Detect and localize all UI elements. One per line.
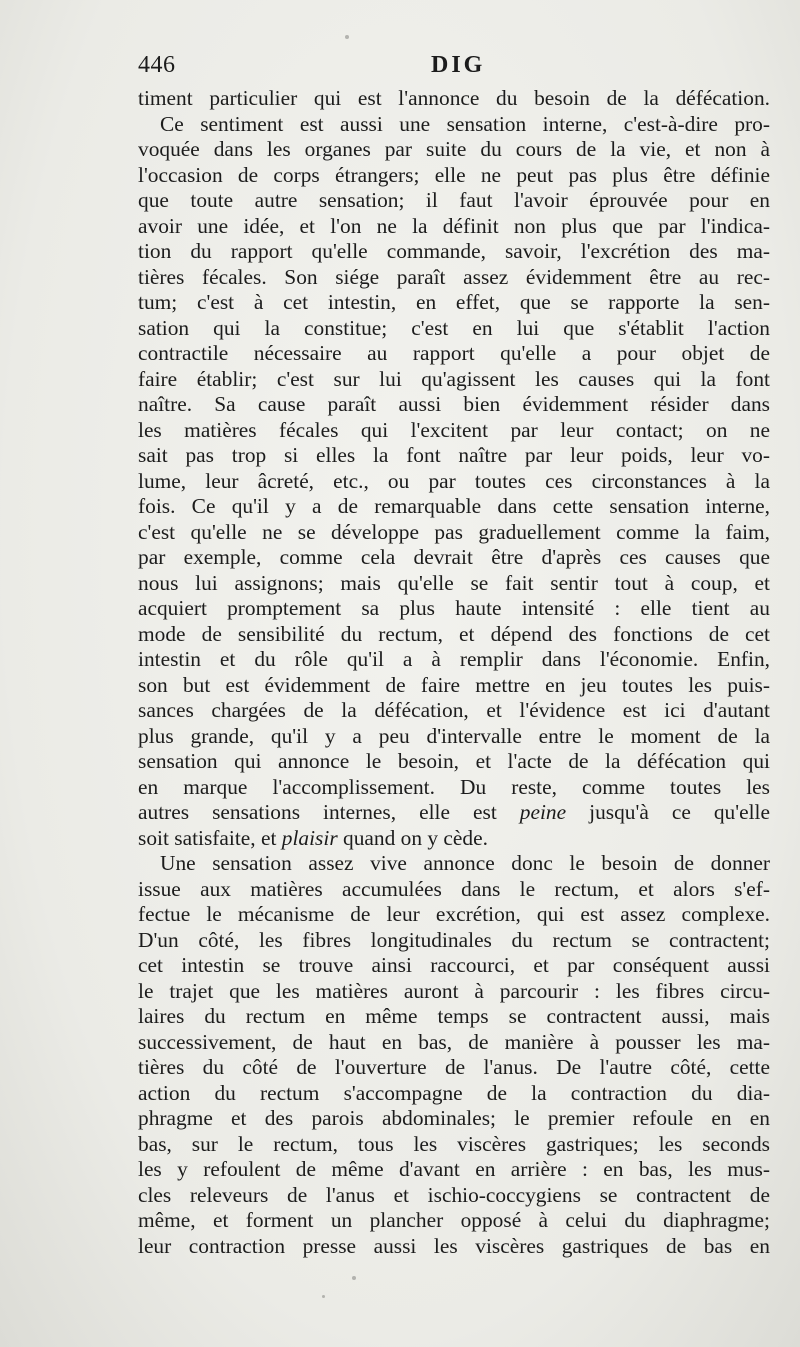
text-line: même, et forment un plancher opposé à celui du diaphragme; bbox=[138, 1208, 770, 1232]
text-line: les matières fécales qui l'excitent par leur contact; on ne bbox=[138, 417, 770, 442]
text-segment: autres sensations internes, elle est bbox=[138, 800, 497, 824]
text-line: phragme et des parois abdominales; le premier refoule en en bbox=[138, 1106, 770, 1130]
text-line: faire établir; c'est sur lui qu'agissent les causes qui la font bbox=[138, 366, 770, 391]
text-segment: jusqu'à ce qu'elle bbox=[589, 800, 770, 824]
text-line: voquée dans les organes par suite du cours de la vie, et non à bbox=[138, 137, 770, 161]
italic-word-peine: peine bbox=[519, 800, 567, 824]
text-line: tion du rapport qu'elle commande, savoir, l'excrétion des ma- bbox=[138, 239, 770, 263]
text-line: avoir une idée, et l'on ne la définit non plus que par l'indica- bbox=[138, 213, 770, 238]
paragraph-start-line: Une sensation assez vive annonce donc le besoin de donner bbox=[160, 851, 770, 875]
text-line: cet intestin se trouve ainsi raccourci, et par conséquent aussi bbox=[138, 953, 770, 977]
text-line: nous lui assignons; mais qu'elle se fait sentir tout à coup, et bbox=[138, 570, 770, 595]
text-line: fectue le mécanisme de leur excrétion, qui est assez complexe. bbox=[138, 902, 770, 926]
text-line: Ce sentiment est aussi une sensation interne, c'est-à-dire pro- bbox=[160, 111, 770, 136]
text-line: par exemple, comme cela devrait être d'après ces causes que bbox=[138, 545, 770, 569]
text-line bbox=[138, 800, 770, 826]
text-segment: quand on y cède. bbox=[343, 825, 488, 850]
text-line: c'est qu'elle ne se développe pas graduellement comme la faim, bbox=[138, 519, 770, 544]
paper-speck bbox=[322, 1295, 325, 1298]
text-line: bas, sur le rectum, tous les viscères gastriques; les seconds bbox=[138, 1131, 770, 1156]
book-page bbox=[138, 52, 770, 1259]
text-line: tum; c'est à cet intestin, en effet, que se rapporte la sen- bbox=[138, 290, 770, 314]
text-line: sait pas trop si elles la font naître par leur poids, leur vo- bbox=[138, 443, 770, 467]
paper-speck bbox=[345, 35, 349, 39]
text-line: tières du côté de l'ouverture de l'anus. De l'autre côté, cette bbox=[138, 1055, 770, 1079]
text-line: l'occasion de corps étrangers; elle ne peut pas plus être définie bbox=[138, 162, 770, 187]
text-line: laires du rectum en même temps se contractent aussi, mais bbox=[138, 1004, 770, 1028]
text-line: acquiert promptement sa plus haute intensité : elle tient au bbox=[138, 596, 770, 620]
paper-speck bbox=[352, 1276, 356, 1280]
text-line: sation qui la constitue; c'est en lui que s'établit l'action bbox=[138, 315, 770, 340]
text-line: sances chargées de la défécation, et l'évidence est ici d'autant bbox=[138, 698, 770, 722]
body-text bbox=[138, 86, 770, 1259]
text-line: intestin et du rôle qu'il a à remplir dans l'économie. Enfin, bbox=[138, 647, 770, 671]
text-line: timent particulier qui est l'annonce du besoin de la défécation. bbox=[138, 86, 770, 110]
text-line: le trajet que les matières auront à parcourir : les fibres circu- bbox=[138, 978, 770, 1003]
text-line: naître. Sa cause paraît aussi bien évidemment résider dans bbox=[138, 392, 770, 416]
text-line: en marque l'accomplissement. Du reste, comme toutes les bbox=[138, 774, 770, 799]
text-line: action du rectum s'accompagne de la contraction du dia- bbox=[138, 1080, 770, 1105]
page-number: 446 bbox=[138, 52, 176, 78]
page-header bbox=[138, 52, 770, 86]
text-line: plus grande, qu'il y a peu d'intervalle entre le moment de la bbox=[138, 723, 770, 748]
text-line: contractile nécessaire au rapport qu'elle a pour objet de bbox=[138, 341, 770, 365]
italic-word-plaisir: plaisir bbox=[281, 825, 338, 850]
text-line: son but est évidemment de faire mettre en jeu toutes les puis- bbox=[138, 672, 770, 697]
text-line: D'un côté, les fibres longitudinales du rectum se contractent; bbox=[138, 927, 770, 952]
running-head: DIG bbox=[431, 52, 486, 78]
text-line: sensation qui annonce le besoin, et l'acte de la défécation qui bbox=[138, 749, 770, 773]
text-line: mode de sensibilité du rectum, et dépend des fonctions de cet bbox=[138, 621, 770, 646]
text-line: successivement, de haut en bas, de manière à pousser les ma- bbox=[138, 1029, 770, 1054]
text-line: cles releveurs de l'anus et ischio-coccygiens se contractent de bbox=[138, 1182, 770, 1207]
text-line: les y refoulent de même d'avant en arrière : en bas, les mus- bbox=[138, 1157, 770, 1181]
text-segment: soit satisfaite, et bbox=[138, 825, 277, 850]
text-line: issue aux matières accumulées dans le rectum, et alors s'ef- bbox=[138, 876, 770, 901]
text-line: leur contraction presse aussi les viscères gastriques de bas en bbox=[138, 1233, 770, 1258]
text-line: fois. Ce qu'il y a de remarquable dans cette sensation interne, bbox=[138, 494, 770, 518]
text-line: lume, leur âcreté, etc., ou par toutes ces circonstances à la bbox=[138, 468, 770, 493]
text-line: tières fécales. Son siége paraît assez évidemment être au rec- bbox=[138, 264, 770, 289]
text-line: que toute autre sensation; il faut l'avoir éprouvée pour en bbox=[138, 188, 770, 212]
paragraph-end-line bbox=[138, 826, 770, 852]
